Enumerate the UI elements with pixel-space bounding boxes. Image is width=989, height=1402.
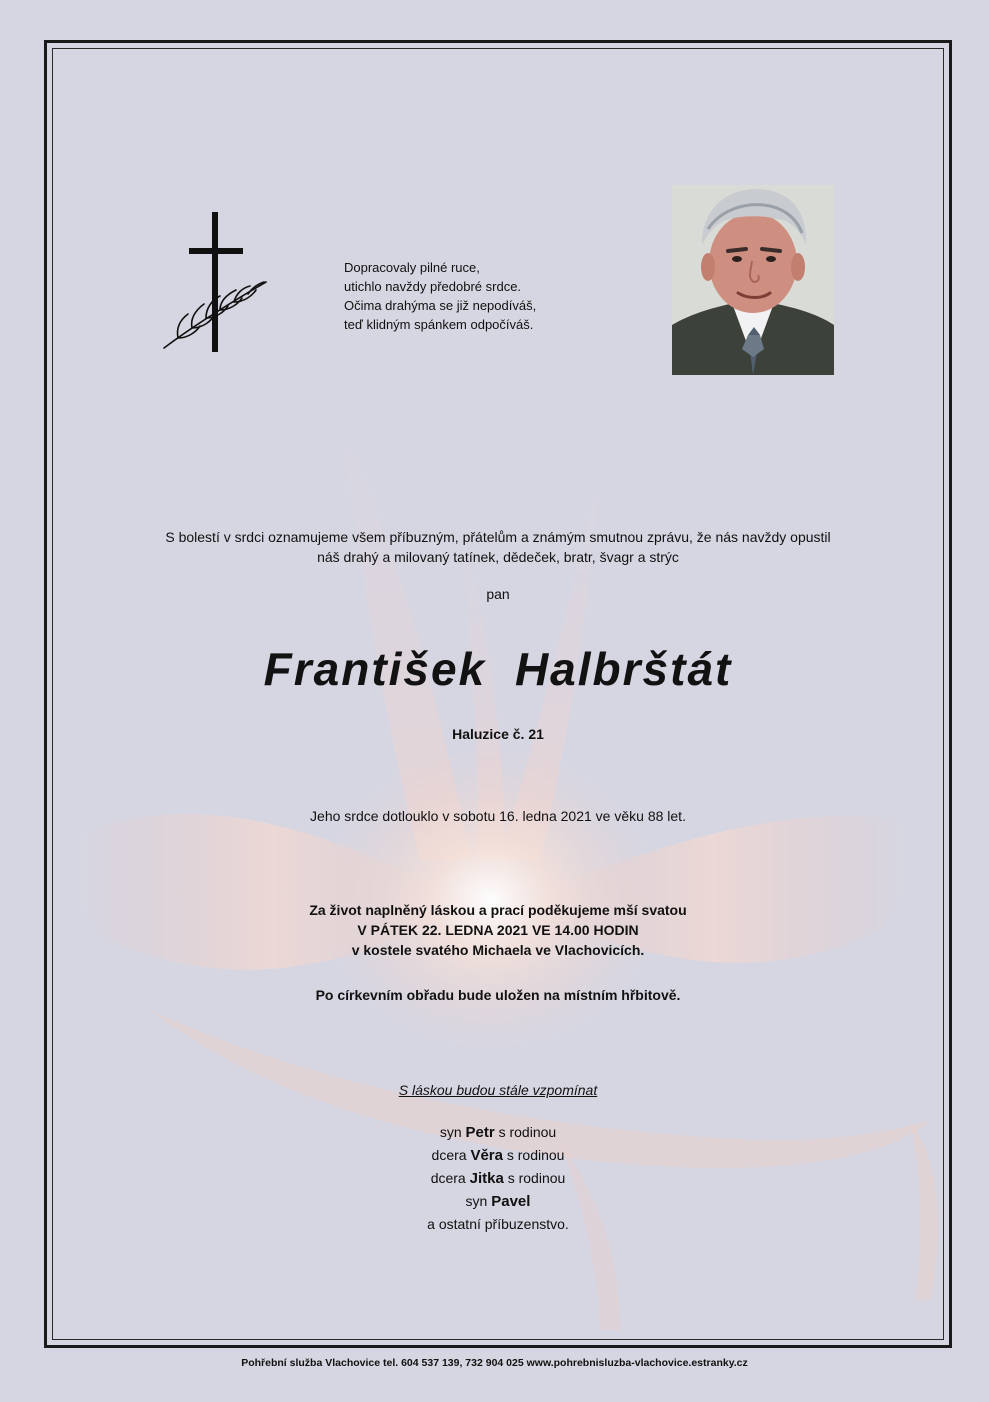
mourner-item xyxy=(52,1144,944,1167)
mourner-name: Petr xyxy=(465,1124,495,1141)
announcement-intro xyxy=(52,527,944,567)
intro-line-1: S bolestí v srdci oznamujeme všem příbuzným, přátelům a známým smutnou zprávu, že nás navždy opustil xyxy=(165,529,831,545)
funeral-line-1: Za život naplněný láskou a prací poděkujeme mší svatou xyxy=(309,902,687,918)
poem-line: teď klidným spánkem odpočíváš. xyxy=(344,317,534,332)
mourners-list xyxy=(52,1121,944,1235)
mourner-name: Věra xyxy=(470,1147,503,1164)
mourner-relation: syn xyxy=(465,1193,488,1209)
memorial-poem xyxy=(344,258,604,334)
cross-with-palm-icon xyxy=(158,210,274,358)
mourner-relation: syn xyxy=(439,1124,462,1140)
poem-line: Dopracovaly pilné ruce, xyxy=(344,260,480,275)
funeral-date-time: V PÁTEK 22. LEDNA 2021 VE 14.00 HODIN xyxy=(357,922,639,938)
intro-line-2: náš drahý a milovaný tatínek, dědeček, bratr, švagr a strýc xyxy=(317,549,679,565)
mourner-suffix: s rodinou xyxy=(506,1147,565,1163)
funeral-details xyxy=(52,900,944,960)
mourner-item xyxy=(52,1167,944,1190)
mourner-item xyxy=(52,1121,944,1144)
funeral-location: v kostele svatého Michaela ve Vlachovicích. xyxy=(351,942,645,958)
poem-line: utichlo navždy předobré srdce. xyxy=(344,279,522,294)
mourner-suffix: s rodinou xyxy=(498,1124,557,1140)
deceased-name xyxy=(52,642,944,696)
first-name: František xyxy=(263,643,487,695)
mourner-name: Pavel xyxy=(491,1193,531,1210)
mourner-relation: dcera xyxy=(431,1147,467,1163)
mourners-heading: S láskou budou stále vzpomínat xyxy=(398,1082,598,1098)
mourner-suffix: s rodinou xyxy=(507,1170,566,1186)
deceased-portrait-photo xyxy=(672,185,834,375)
burial-notice: Po církevním obřadu bude uložen na místním hřbitově. xyxy=(315,987,681,1003)
mourners-others: a ostatní příbuzenstvo. xyxy=(427,1216,569,1232)
last-name: Halbrštát xyxy=(514,643,733,695)
mourner-relation: dcera xyxy=(430,1170,466,1186)
death-notice: Jeho srdce dotlouklo v sobotu 16. ledna 2021 ve věku 88 let. xyxy=(310,808,686,824)
funeral-service-footer: Pohřební služba Vlachovice tel. 604 537 139, 732 904 025 www.pohrebnisluzba-vlachovice.estranky.cz xyxy=(241,1357,748,1369)
deceased-address: Haluzice č. 21 xyxy=(452,726,544,742)
mourner-name: Jitka xyxy=(469,1170,504,1187)
honorific-title: pan xyxy=(486,586,510,602)
mourner-item xyxy=(52,1190,944,1213)
poem-line: Očima drahýma se již nepodíváš, xyxy=(344,298,537,313)
